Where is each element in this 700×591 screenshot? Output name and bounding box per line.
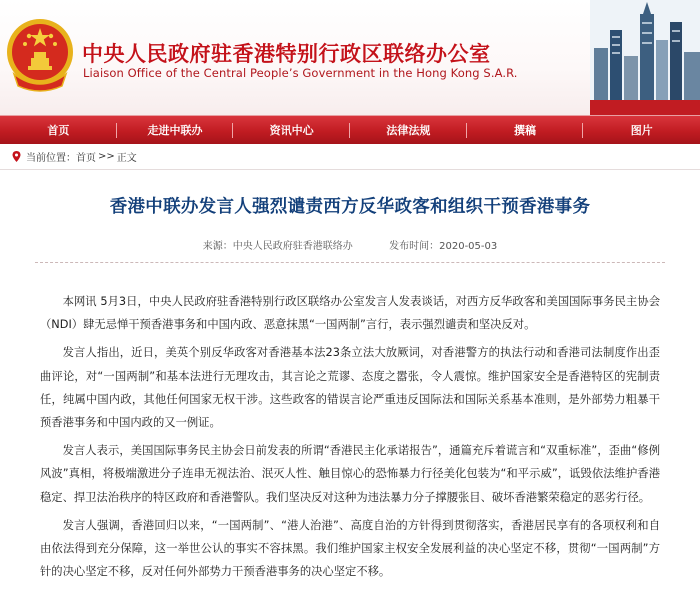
main-nav — [0, 115, 700, 144]
site-title-en: Liaison Office of the Central People’s Government in the Hong Kong S.A.R. — [83, 66, 518, 80]
divider — [35, 262, 665, 263]
breadcrumb — [0, 144, 700, 170]
article-paragraph: 发言人指出，近日，美英个别反华政客对香港基本法23条立法大放厥词，对香港警方的执法行动和香港司法制度作出歪曲评论，对“一国两制”和基本法进行无理攻击，其言论之荒谬、态度之嚣张，令人震惊。维护国家安全是香港特区的宪制责任，纯属中国内政，其他任何国家无权干涉。这些政客的错误言论严重违反国际法和国际关系基本准则，是外部势力粗暴干预香港事务和中国内政的又一例证。 — [40, 346, 660, 430]
article-title: 香港中联办发言人强烈谴责西方反华政客和组织干预香港事务 — [109, 197, 591, 217]
article-paragraph: 发言人强调，香港回归以来，“一国两制”、“港人治港”、高度自治的方针得到贯彻落实，香港居民享有的各项权利和自由依法得到充分保障，这一举世公认的事实不容抹黑。我们维护国家主权安全发展利益的决心坚定不移，贯彻“一国两制”方针的决心坚定不移，反对任何外部势力干预香港事务的决心坚定不移。 — [40, 518, 660, 579]
national-emblem-icon — [4, 14, 76, 94]
article-paragraph: 发言人表示，美国国际事务民主协会日前发表的所谓“香港民主化承诺报告”，通篇充斥着谎言和“双重标准”，歪曲“修例风波”真相，将极端激进分子连串无视法治、泯灭人性、触目惊心的恐怖暴力行径美化包装为“和平示威”，诋毁依法维护香港稳定、捍卫法治秩序的特区政府和香港警队。我们坚决反对这种为违法暴力分子撑腰张目、破坏香港繁荣稳定的恶劣行径。 — [40, 444, 660, 504]
article-meta — [0, 237, 700, 252]
article-body — [40, 290, 660, 583]
breadcrumb-label: 当前位置： — [26, 153, 76, 164]
nav-item-about[interactable]: 走进中联办 — [117, 116, 234, 145]
date-value: 2020-05-03 — [439, 241, 498, 252]
source-value: 中央人民政府驻香港联络办 — [232, 241, 353, 252]
nav-item-articles[interactable]: 撰稿 — [467, 116, 584, 145]
article-paragraph: 本网讯 5月3日，中央人民政府驻香港特别行政区联络办公室发言人发表谈话，对西方反华政客和美国国际事务民主协会（NDI）肆无忌惮干预香港事务和中国内政、恶意抹黑“一国两制”言行，表示强烈谴责和坚决反对。 — [40, 295, 660, 332]
breadcrumb-separator: >> — [98, 151, 115, 162]
nav-item-photos[interactable]: 图片 — [630, 123, 653, 137]
source-label: 来源： — [202, 241, 233, 252]
location-pin-icon — [12, 151, 21, 162]
breadcrumb-current: 正文 — [116, 153, 137, 164]
nav-item-news[interactable]: 资讯中心 — [233, 116, 350, 145]
skyline-image — [590, 0, 700, 115]
site-title-cn: 中央人民政府驻香港特别行政区联络办公室 — [82, 42, 491, 66]
nav-item-laws[interactable]: 法律法规 — [350, 116, 467, 145]
date-label: 发布时间： — [389, 241, 440, 252]
site-header — [0, 0, 700, 115]
breadcrumb-home-link[interactable]: 首页 — [76, 153, 96, 164]
article — [0, 193, 700, 583]
nav-item-home[interactable]: 首页 — [0, 116, 117, 145]
